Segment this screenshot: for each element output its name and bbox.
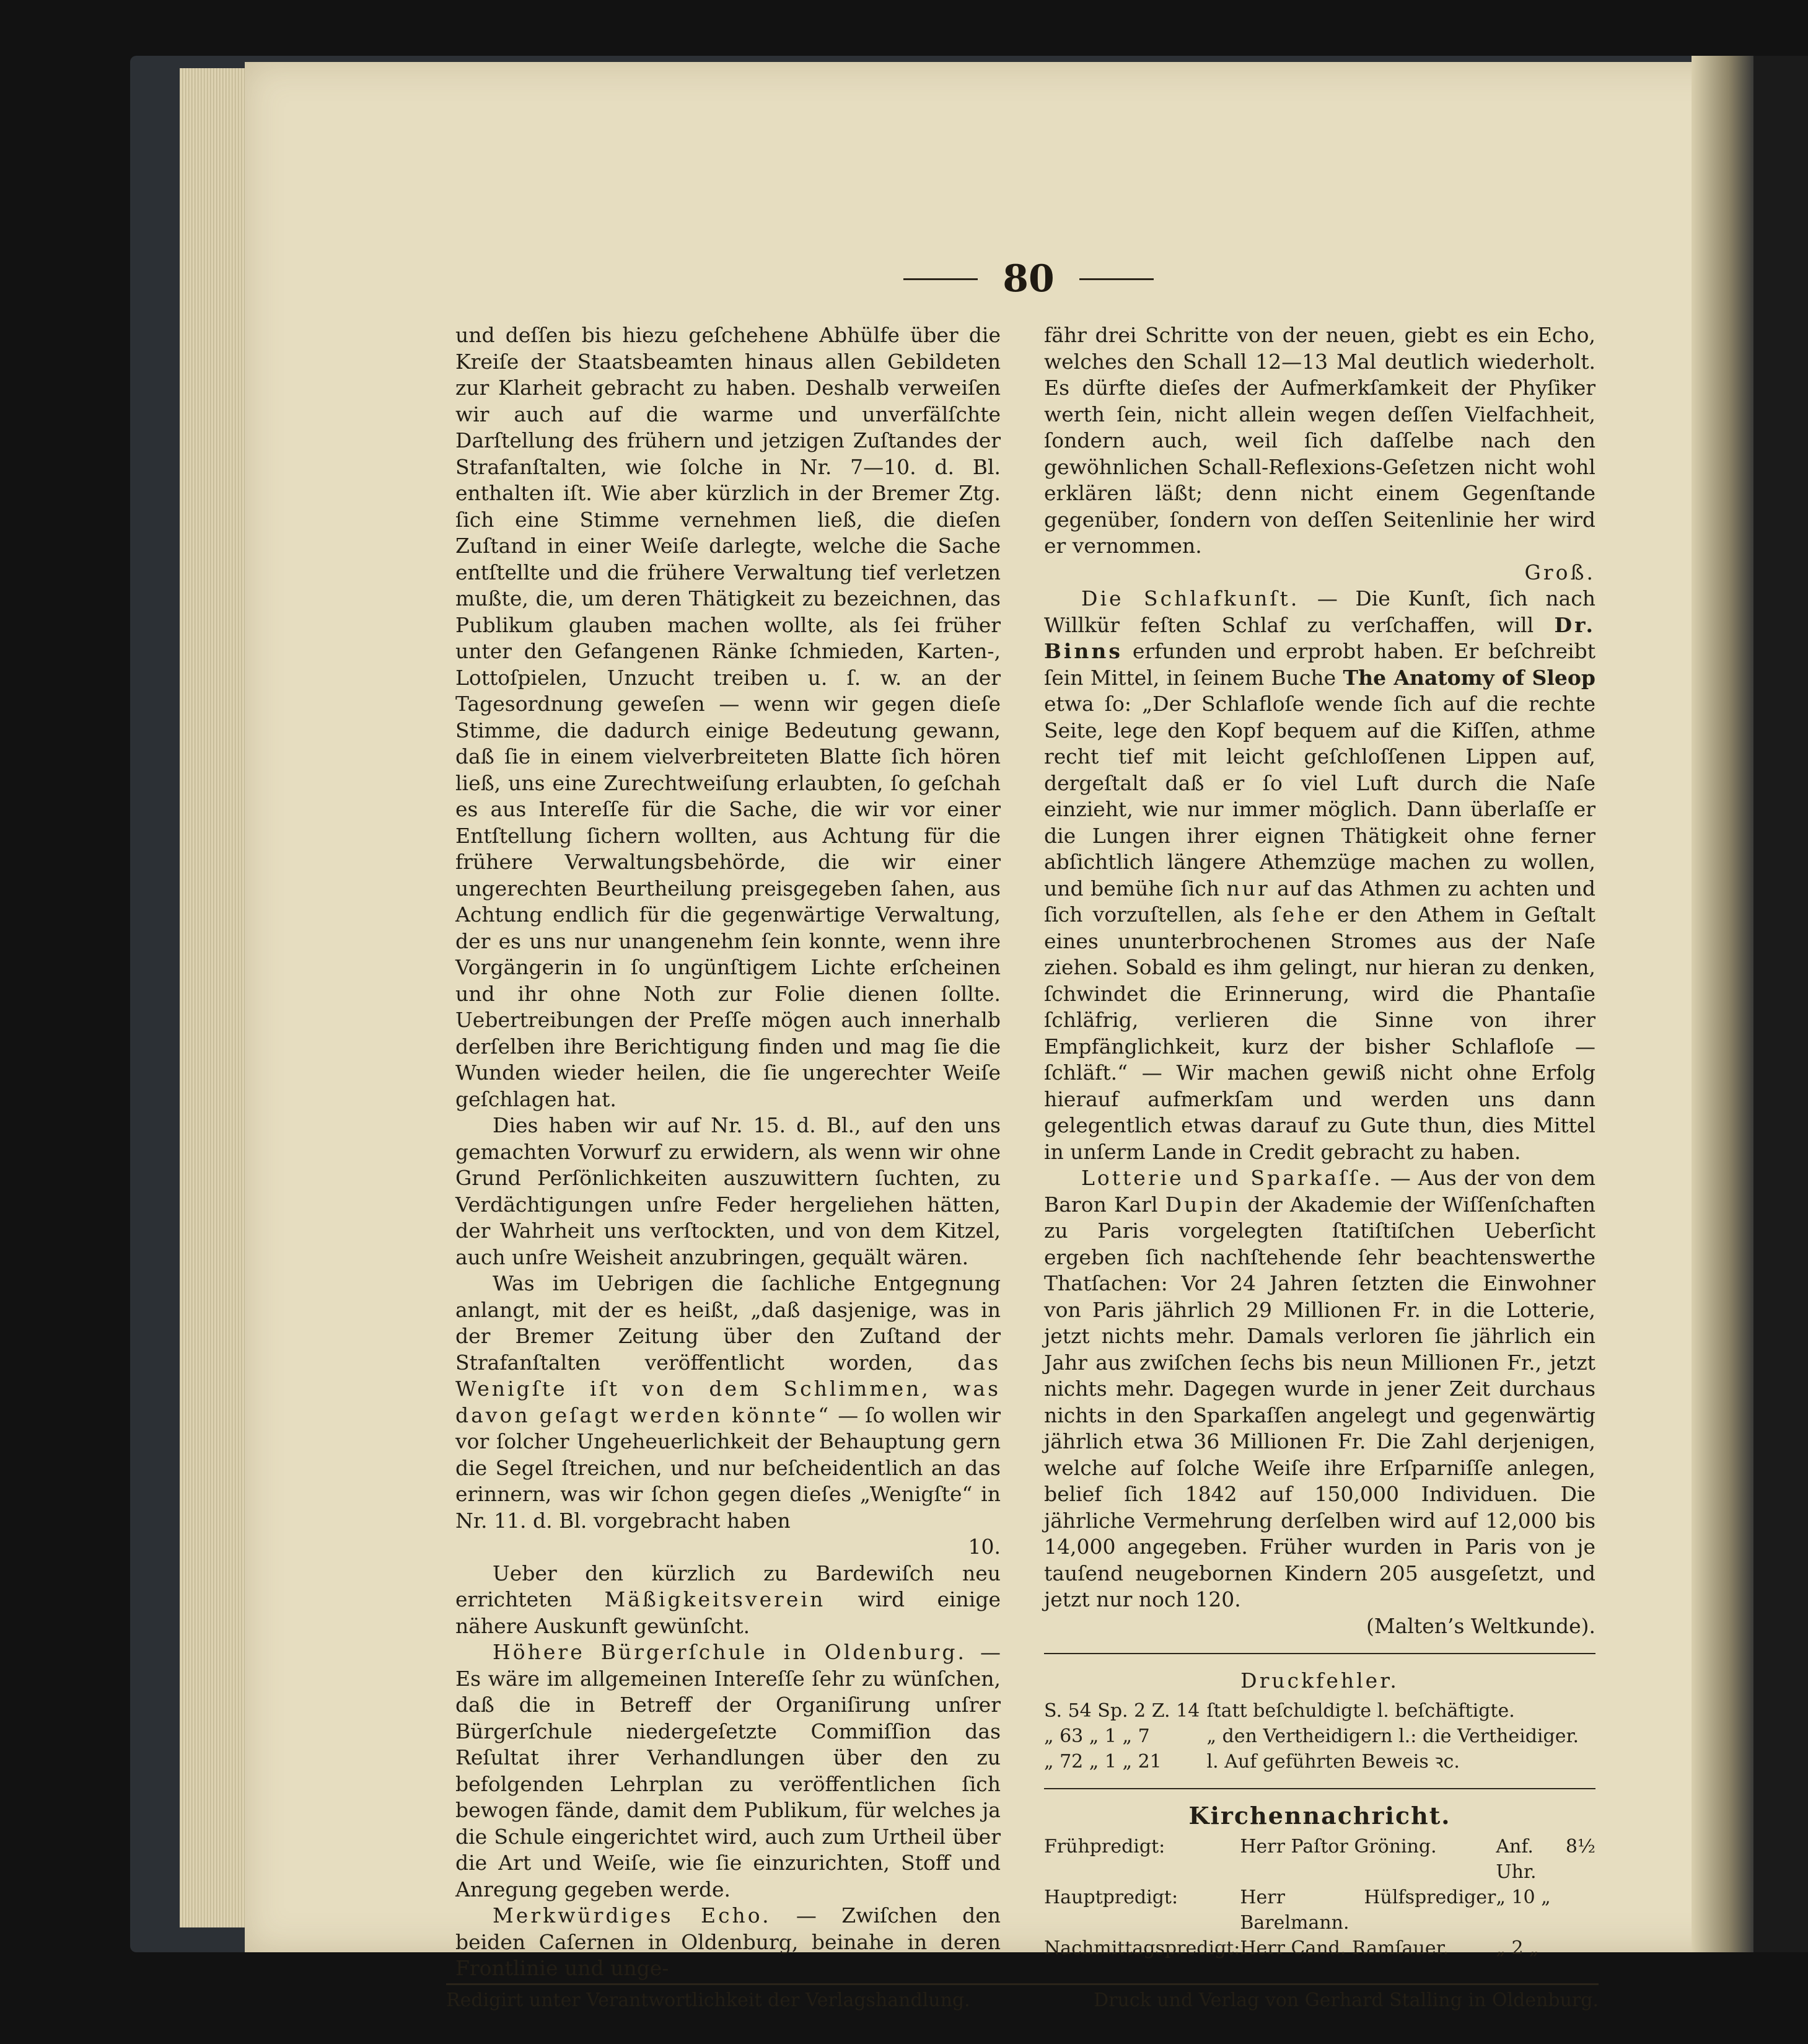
church-schedule-table [1044, 1834, 1595, 1961]
footer-editor-note: Redigirt unter Verantwortlichkeit der Verlagshandlung. [446, 1989, 970, 2011]
right-paragraph-3b: der Akademie der Wiſſenſchaften zu Paris vorgelegten ſtatiſtiſchen Ueberſicht ergeben ſich nachſtehende ſehr beachtenswerthe Thatſachen: Vor 24 Jahren ſetzten die Einwohner von Paris jährlich 29 Millionen Fr. in die Lotterie, jetzt nichts mehr. Damals verloren ſie jährlich ein Jahr aus zwiſchen ſechs bis neun Millionen Fr., jetzt nichts mehr. Dagegen wurde in jener Zeit durchaus nichts in den Sparkaſſen angelegt und gegenwärtig jährlich etwa 36 Millionen Fr. Die Zahl derjenigen, welche auf ſolche Weiſe ihre Erſparniſſe anlegen, belief ſich 1842 auf 150,000 Individuen. Die jährliche Vermehrung derſelben wird auf 12,000 bis 14,000 angegeben. Früher wurden in Paris von je tauſend neugebornen Kindern 205 ausgeſetzt, und jetzt nur noch 120. [1044, 1192, 1596, 1611]
errata-correction: ſtatt beſchuldigte l. beſchäftigte. [1206, 1699, 1515, 1722]
right-paragraph-3 [1044, 1165, 1595, 1613]
footer-publisher: Druck und Verlag von Gerhard Stalling in Oldenburg. [1094, 1989, 1599, 2011]
left-paragraph-4-term: Mäßigkeitsverein [604, 1587, 826, 1611]
service-time: Anf. 8½ Uhr. [1496, 1836, 1595, 1883]
section-divider-2 [1044, 1788, 1595, 1789]
left-paragraph-1: und deſſen bis hiezu geſchehene Abhülfe über die Kreiſe der Staatsbeamten hinaus allen Gebildeten zur Klarheit gebracht zu haben. Deshalb verweiſen wir auch auf die warme und unverfälſchte Darſtellung des frühern und jetzigen Zuſtandes der Strafanſtalten, wie ſolche in Nr. 7—10. d. Bl. enthalten iſt. Wie aber kürzlich in der Bremer Ztg. ſich eine Stimme vernehmen ließ, die dieſen Zuſtand in einer Weiſe darlegte, welche die Sache entſtellte und die frühere Verwaltung tief verletzen mußte, die, um deren Thätigkeit zu bezeichnen, das Publikum glauben machen wollte, als ſei früher unter den Gefangenen Ränke ſchmieden, Karten-, Lottoſpielen, Unzucht treiben u. ſ. w. an der Tagesordnung geweſen — wenn wir gegen dieſe Stimme, die dadurch einige Bedeutung gewann, daß ſie in einem vielverbreiteten Blatte ſich hören ließ, uns eine Zurechtweiſung erlaubten, ſo geſchah es aus Intereſſe für die Sache, die wir vor einer Entſtellung ſichern wollten, aus Achtung für die frühere Verwaltungsbehörde, die wir einer ungerechten Beurtheilung preisgegeben ſahen, aus Achtung endlich für die gegenwärtige Verwaltung, der es uns nur unangenehm ſein konnte, wenn ihre Vorgängerin in ſo ungünſtigem Lichte erſcheinen und ihr ohne Noth zur Folie dienen ſollte. Uebertreibungen der Preſſe mögen auch innerhalb derſelben ihre Berichtigung finden und mag ſie die Wunden wieder heilen, die ſie ungerechter Weiſe geſchlagen hat. [455, 323, 1001, 1111]
left-paragraph-2: Dies haben wir auf Nr. 15. d. Bl., auf den uns gemachten Vorwurf zu erwidern, als wenn wir ohne Grund Perſönlichkeiten auszuwittern ſuchten, zu Verdächtigungen unſre Feder hergeliehen hätten, der Wahrheit uns verſtockten, und von dem Kitzel, auch unſre Weisheit anzubringen, gequält wären. [455, 1113, 1001, 1269]
page-number: 80 [1003, 257, 1055, 301]
left-paragraph-4-pre: Ueber den kürzlich zu Bardewiſch neu errichteten [455, 1561, 1001, 1611]
header-rule-left [903, 278, 978, 280]
emphasis-sehe: ſehe [1272, 902, 1327, 927]
right-paragraph-3a: — Aus der von dem Baron Karl [1044, 1166, 1595, 1217]
errata-row [1044, 1698, 1595, 1724]
service-name: Hauptpredigt: [1044, 1887, 1178, 1908]
errata-table [1044, 1698, 1595, 1774]
heading-buergerschule: Höhere Bürgerſchule in Oldenburg. [493, 1640, 967, 1664]
book-title: The Anatomy of Sleop [1343, 665, 1595, 690]
service-name: Nachmittagspredigt: [1044, 1937, 1240, 1959]
right-column [1044, 322, 1595, 1961]
left-paragraph-3a: Was im Uebrigen die ſachliche Entgegnung anlangt, mit der es heißt, „daß dasjenige, was in der Bremer Zeitung über den Zuſtand der Strafanſtalten veröffentlicht worden, [455, 1271, 1001, 1375]
book-gutter [1692, 56, 1753, 1952]
preacher-name: Herr Paſtor Gröning. [1240, 1836, 1437, 1857]
preacher-name: Herr Hülfsprediger Barelmann. [1240, 1887, 1496, 1934]
right-page-edge [1753, 56, 1808, 1952]
page-header [880, 254, 1177, 304]
left-paragraph-6-body: — Zwiſchen den beiden Caſernen in Oldenburg, beinahe in deren Frontlinie und unge- [455, 1903, 1001, 1980]
left-paragraph-5 [455, 1639, 1001, 1903]
section-divider-1 [1044, 1653, 1595, 1654]
service-time: „ 2 „ [1496, 1937, 1539, 1959]
right-paragraph-1: fähr drei Schritte von der neuen, giebt es ein Echo, welches den Schall 12—13 Mal deutlich wiederholt. Es dürfte dieſes der Aufmerkſamkeit der Phyſiker werth ſein, nicht allein wegen deſſen Vielfachheit, ſondern auch, weil ſich daſſelbe nach den gewöhnlichen Schall-Reflexions-Geſetzen nicht wohl erklären läßt; denn nicht einem Gegenſtande gegenüber, ſondern von deſſen Seitenlinie her wird er vernommen. [1044, 323, 1595, 558]
left-paragraph-6 [455, 1903, 1001, 1982]
left-paragraph-3b: — ſo wollen wir vor ſolcher Ungeheuerlichkeit der Behauptung gern die Segel ſtreichen, und nur beſcheidentlich an das erinnern, was wir ſchon gegen dieſes „Wenigſte“ in Nr. 11. d. Bl. vorgebracht haben [455, 1403, 1001, 1533]
left-paragraph-4 [455, 1561, 1001, 1640]
errata-title: Druckfehler. [1240, 1668, 1399, 1693]
left-paragraph-3 [455, 1271, 1001, 1534]
errata-location: „ 72 „ 1 „ 21 [1044, 1750, 1162, 1773]
heading-schlafkunst: Die Schlafkunſt. [1081, 586, 1300, 610]
church-row [1044, 1936, 1595, 1961]
right-paragraph-2d: auf das Athmen zu achten und ſich vorzuſtellen, als [1044, 876, 1595, 927]
service-time: „ 10 „ [1496, 1887, 1551, 1908]
right-paragraph-2e: er den Athem in Geſtalt eines ununterbrochenen Stromes aus der Naſe ziehen. Sobald es ihm gelingt, nur hieran zu denken, ſchwindet die Erinnerung, wird die Phantaſie ſchläfrig, verlieren die Sinne von ihrer Empfänglichkeit, kurz der bisher Schlafloſe — ſchläft.“ — Wir machen gewiß nicht ohne Erfolg hierauf aufmerkſam und werden uns dann gelegentlich etwas darauf zu Gute thun, dies Mittel in unſerm Lande in Credit gebracht zu haben. [1044, 902, 1595, 1164]
preacher-name: Herr Cand. Ramſauer. [1240, 1937, 1449, 1959]
heading-echo: Merkwürdiges Echo. [493, 1903, 771, 1927]
church-news-title: Kirchennachricht. [1188, 1801, 1451, 1830]
right-paragraph-2 [1044, 586, 1595, 1165]
errata-row [1044, 1749, 1595, 1774]
errata-location: S. 54 Sp. 2 Z. 14 [1044, 1699, 1200, 1722]
footer-rule [446, 1983, 1599, 1985]
header-rule-right [1079, 278, 1154, 280]
errata-row [1044, 1724, 1595, 1749]
left-paragraph-5-body: — Es wäre im allgemeinen Intereſſe ſehr zu wünſchen, daß die in Betreff der Organiſirung unſrer Bürgerſchule niedergeſetzte Commiſſion das Reſultat ihrer Verhandlungen über den zu befolgenden Lehrplan zu veröffentlichen ſich bewogen fände, damit dem Publikum, für welches ja die Schule eingerichtet wird, auch zum Urtheil über die Art und Weiſe, wie ſie einzurichten, Stoff und Anregung gegeben werde. [455, 1640, 1001, 1901]
service-name: Frühpredigt: [1044, 1836, 1165, 1857]
page-footer [446, 1989, 1599, 2011]
errata-correction: „ den Vertheidigern l.: die Vertheidiger. [1206, 1725, 1579, 1747]
church-row [1044, 1885, 1595, 1936]
right-signature-1: Groß. [1524, 560, 1595, 584]
right-paragraph-2c: etwa ſo: „Der Schlafloſe wende ſich auf die rechte Seite, lege den Kopf bequem auf die Kiſſen, athme recht tief mit leicht geſchloſſenen Lippen auf, dergeſtalt daß er ſo viel Luft durch die Naſe einzieht, wie nur immer möglich. Dann überlaſſe er die Lungen ihrer eignen Thätigkeit ohne ferner abſichtlich längere Athemzüge machen zu wollen, und bemühe ſich [1044, 692, 1595, 901]
emphasis-nur: nur [1226, 876, 1270, 901]
left-paragraph-4-post: wird einige nähere Auskunft gewünſcht. [455, 1587, 1001, 1638]
errata-location: „ 63 „ 1 „ 7 [1044, 1725, 1150, 1747]
church-row [1044, 1834, 1595, 1885]
author-name: Dr. Binns [1044, 612, 1595, 663]
left-column [455, 322, 1001, 1982]
right-paragraph-2b: erfunden und erprobt haben. Er beſchreibt ſein Mittel, in ſeinem Buche [1044, 639, 1595, 690]
person-dupin: Dupin [1165, 1192, 1240, 1217]
errata-correction: l. Auf geführten Beweis ꝛc. [1206, 1750, 1460, 1773]
left-signature-1: 10. [968, 1535, 1001, 1559]
heading-lotterie: Lotterie und Sparkaſſe. [1081, 1166, 1383, 1190]
left-paragraph-3-quote: das Wenigſte iſt von dem Schlimmen, was davon geſagt werden könnte“ [455, 1350, 1001, 1427]
source-citation: (Malten’s Weltkunde). [1366, 1613, 1595, 1638]
right-paragraph-2a: — Die Kunſt, ſich nach Willkür feſten Schlaf zu verſchaffen, will [1044, 586, 1595, 637]
